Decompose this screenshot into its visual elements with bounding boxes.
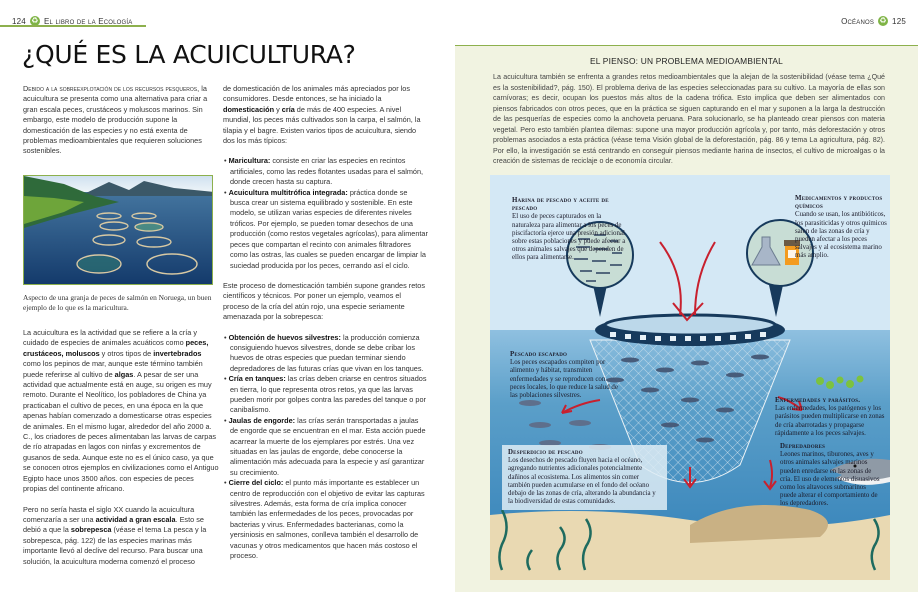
step-item: • Obtención de huevos silvestres: la producción comienza consiguiendo huevos silvestres, donde se debe cribar los huevos de otras especies que puedan terminar siendo depredadores de las futuras crías que vivan en los tanques. — [223, 333, 428, 375]
type-item: • Maricultura: consiste en criar las especies en recintos artificiales, como las redes flotantes usadas para el salmón, donde crecen hasta su captura. — [223, 156, 428, 187]
header-rule — [0, 25, 146, 27]
step-item: • Cierre del ciclo: el punto más importante es establecer un centro de reproducción con el objetivo de evitar las capturas silvestres. Además, esta forma de cría implica conocer también las enfermedades de los peces, provocadas por bacterias y virus. Enfermedades bacterianas, como la yersiniosis en salmones, conlleva también el desarrollo de vacunas y otros medicamentos que hacen más costoso el proceso. — [223, 478, 428, 561]
label-fish-meal: Harina de pescado y aceite de pescado El uso de peces capturados en la naturaleza para alimentar a los peces de piscifactoría ejerce una presión adicional sobre estas poblaciones y puede afectar a otros animales salvajes que dependen de ellos para alimentarse. — [512, 197, 626, 262]
tuna-steps-list — [223, 333, 428, 562]
label-diseases: Enfermedades y parásitos. Las enfermedades, los patógenos y los parásitos pueden multiplicarse en zonas de cría abarrotadas y propagarse rápidamente a los peces salvajes. — [775, 397, 885, 437]
salmon-farm-photo — [23, 175, 213, 285]
label-chemicals: Medicamentos y productos químicos Cuando se usan, los antibióticos, los parasiticidas y otros químicos salen de las zonas de cría y pueden afectar a los peces salvajes y al ecosistema marino más amplio. — [795, 195, 887, 260]
photo-caption: Aspecto de una granja de peces de salmón en Noruega, un buen ejemplo de lo que es la maricultura. — [23, 293, 212, 312]
history-paragraph: La acuicultura es la actividad que se refiere a la cría y cuidado de especies de animales acuáticos como peces, crustáceos, moluscos y otros tipos de invertebrados como los pepinos de mar, aunque este término también puede referirse al cultivo de algas. A pesar de ser una actividad que actualmente está en auge, su origen es muy remoto. Durante el Neolítico, los pobladores de China ya practicaban el cultivo de peces, en una época en la que apenas habían comenzado a domesticarse otras especies de animales. En el mismo lugar, alrededor del año 2000 a. C., los criadores de peces alimentaban las larvas de carpas de río atrapadas en lagos con ninfas y excrementos de gusanos de seda. Aunque este no es el único caso, ya que se conocen otros ejemplos en civilizaciones como el Antiguo Egipto hace unos 3500 años. con especies de peces propias del continente africano. — [23, 328, 219, 494]
right-page — [455, 0, 918, 592]
step-item: • Jaulas de engorde: las crías serán transportadas a jaulas de engorde que se encuentran en el mar. Esta acción puede acarrear la muerte de los ejemplares por estrés. Una vez situadas en las jaulas de engorde, debe conocerse la alimentación más adecuada para la especie y así garantizar su crecimiento. — [223, 416, 428, 478]
step-item: • Cría en tanques: las crías deben criarse en centros situados en tierra, lo que representa otros retos, ya que las larvas pueden morir por golpes contra las paredes del tanque o por canibalismo. — [223, 374, 428, 416]
label-predators: Depredadores Leones marinos, tiburones, aves y otros animales salvajes marinos pueden enredarse en las zonas de cría. El uso de elementos disuasivos como los altavoces submarinos puede alterar el comportamiento de los depredadores. — [780, 443, 880, 508]
recycle-icon: ♻ — [31, 16, 39, 25]
page-number-left: 124 — [12, 16, 26, 26]
right-column-text — [223, 84, 428, 561]
recycle-icon: ♻ — [879, 16, 887, 25]
intro-lead: Debido a la sobreexplotación de los recursos pesqueros, — [23, 84, 200, 93]
domestication-paragraph: de domesticación de los animales más apreciados por los consumidores. Desde entonces, se ha iniciado la domesticación y cría de más de 400 especies. A nivel mundial, los peces más cultivados son la carpa, el salmón, la tilapia y el bagre. Existen varios tipos de acuicultura, siendo dos los más típicos: — [223, 84, 421, 146]
intro-paragraph — [23, 84, 219, 167]
label-fish-waste: Desperdicio de pescado Los desechos de pescado fluyen hacia el océano, agregando nutrientes adicionales potencialmente dañinos al ecosistema. Los alimentos sin comer también pueden acumularse en el fondo del océano debajo de las zonas de cría, alterando la abundancia y la biodiversidad de estas comunidades. — [502, 445, 667, 510]
aquaculture-types-list — [223, 156, 428, 270]
type-item: • Acuicultura multitrófica integrada: práctica donde se busca crear un sistema equilibrado y sostenible. En este modelo, se utilizan varias especies de diferentes niveles tróficos. Por ejemplo, se pueden tomar desechos de una producción (como restos vegetales agrícolas), para alimentar peces que compartan el recinto con animales filtradores como las ostras, las cuales se pueden encargar de limpiar la suciedad producida por los peces, cerrando así el ciclo. — [223, 188, 428, 271]
label-escaped-fish: Pescado escapado Los peces escapados compiten por alimento y hábitat, transmiten enfermedades y se reproducen con peces locales, lo que reduce la salud de las poblaciones silvestres. — [510, 351, 618, 400]
page-title: ¿QUÉ ES LA ACUICULTURA? — [22, 40, 356, 69]
book-title: El libro de la Ecología — [43, 16, 133, 26]
box-text: La acuicultura también se enfrenta a grandes retos medioambientales que la alejan de la sostenibilidad (véase tema ¿Qué es la sostenibilidad?, pág. 150). El problema deriva de las especies seleccionadas para su cultivo. La mayoría de ellas son carnívoras; es decir, ocupan los puestos más altos de la cadena trófica. Esto implica que deben ser alimentados con piensos fabricados con otros peces, que en la práctica se siguen capturando en el mar y suponen a la larga la destrucción de las pesquerías de especies como la anchoveta peruana. Para solucionarlo, se ha planteado crear piensos con materia vegetal. Pero esto también plantea dilemas: supone una mayor producción agrícola y, por tanto, más deforestación y otros problemas asociados a esta práctica (véase tema Visión global de la deforestación, pág. 86 y tema La agricultura, pág. 82). Por ello, la investigación se está centrando en conseguir piensos mediante harina de insectos, el cultivo de microalgas o la creación de sistemas de reciclaje o de economía circular. — [493, 73, 885, 165]
chapter-title: Océanos — [841, 16, 875, 26]
left-page — [0, 0, 455, 592]
intro-text: la acuicultura se presenta como una alternativa para criar a gran escala peces, crustáceos y moluscos marinos. Sin embargo, este modelo de producción supone la domesticación de las especies y no está exenta de problemas medioambientales que requieren soluciones sostenibles. — [23, 84, 208, 156]
running-head-right — [841, 16, 906, 26]
modern-paragraph: Pero no sería hasta el siglo XX cuando la acuicultura comenzaría a ser una actividad a gran escala. Esto se debió a que la sobrepesca (véase el tema La pesca y la sobrepesca, pág. 122) de las especies marinas más importante llevó al declive del recurso. Para buscar una solución, la acuicultura moderna comenzó el proceso — [23, 504, 207, 566]
box-title: EL PIENSO: UN PROBLEMA MEDIOAMBIENTAL — [589, 56, 784, 66]
tuna-intro-paragraph: Este proceso de domesticación también supone grandes retos científicos y técnicos. Por poner un ejemplo, veamos el proceso de la cría del atún rojo, una especie seriamente amenazada por la sobrepesca: — [223, 280, 426, 322]
left-column-text — [23, 328, 219, 577]
page-number-right: 125 — [892, 16, 906, 26]
aquaculture-infographic — [490, 175, 890, 580]
